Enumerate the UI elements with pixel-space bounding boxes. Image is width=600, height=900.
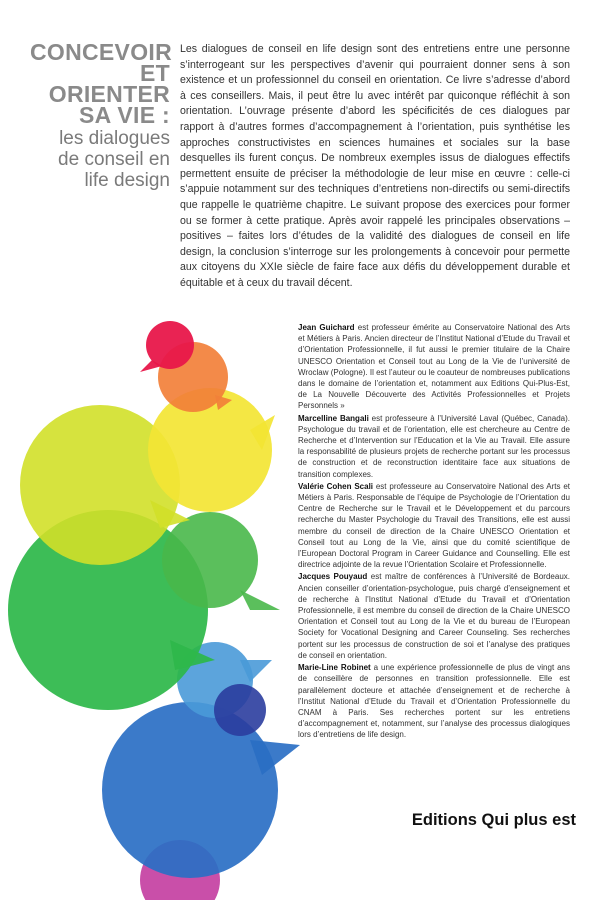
book-summary: Les dialogues de conseil en life design sont des entretiens entre une personne s’interrogeant sur les perspectives d’avenir qui pourraient donner sens à son existence et un professionnel du conseil en orientation. Ce livre s’adresse d’abord à ces conseillers. Mais, il peut être lu avec intérêt par quiconque réfléchit à son orientation. L’ouvrage présente d’abord les spécificités de ces dialogues par rapport à d’autres formes d’accompagnement à l’orientation, puis synthétise les approches constructivistes en sciences humaines et sociales sur la base desquelles ils furent conçus. De nombreux exemples issus de dialogues effectifs permettent ensuite de préciser la méthodologie de leur mise en œuvre : celle-ci s’appuie notamment sur des techniques d’entretiens non-directifs ou semi-directifs que rappelle le quatrième chapitre. Le suivant propose des exercices pour former ou se former à cette pratique. Après avoir rappelé les principales observations – positives – faites lors d’études de la validité des dialogues de conseil en life design, la conclusion s’interroge sur les prolongements à concevoir pour permette aux citoyens du XXIe siècle de faire face aux défis du développement durable et équitable et à ceux du travail décent. xyxy=(180,43,570,289)
author-name: Valérie Cohen Scali xyxy=(298,481,374,491)
title-line: ET xyxy=(140,60,170,86)
author-description: est professeure à l’Université Laval (Québec, Canada). Psychologue du travail et de l’orientation, elle est chercheure au Centre de Recherche et d’Intervention sur l’Education et la Vie au Travail. Elle assure la responsabilité de plusieurs projets de recherche portant sur les processus de construction et de reconstruction identitaire face aux situations de transition complexes. xyxy=(298,413,570,479)
author-bio xyxy=(298,571,570,661)
author-bio xyxy=(298,322,570,412)
author-description: est professeure au Conservatoire National des Arts et Métiers à Paris. Responsable de l’équipe de Psychologie de l’Orientation du Centre de Recherche sur le Travail et le Développement et du parcours recherche du Master Psychologie du Travail des Transitions, elle est aussi membre du conseil de direction de la Chaire UNESCO Orientation et Conseil tout au Long de la Vie, ainsi que du comité scientifique de l’European Doctoral Program in Career Guidance and Counselling. Elle est directrice adjointe de la revue l’Orientation Scolaire et Professionnelle. xyxy=(298,481,570,570)
author-bio xyxy=(298,662,570,740)
author-name: Jacques Pouyaud xyxy=(298,572,368,582)
title-line: ORIENTER xyxy=(48,81,170,107)
author-bio xyxy=(298,413,570,480)
bubble-navy xyxy=(214,684,266,736)
author-description: a une expérience professionnelle de plus de vingt ans de conseillère de personnes en transition professionnelle. Elle est parallèlement docteure et attachée d’enseignement et de recherche à l’Institut National d’Etude du Travail et d’Orientation Professionnelle du CNAM à Paris. Ses recherches portent sur les entretiens d’accompagnement et, notamment, sur l’analyse des processus dialogiques lors d’entretiens de life design. xyxy=(298,663,570,740)
subtitle-line: de conseil en xyxy=(58,149,170,170)
author-name: Marcelline Bangali xyxy=(298,413,369,423)
bubble-blue-large xyxy=(102,702,300,878)
author-bio xyxy=(298,481,570,571)
publisher-name: Editions Qui plus est xyxy=(411,811,576,829)
author-name: Marie-Line Robinet xyxy=(298,663,371,673)
subtitle-line: les dialogues xyxy=(59,128,170,149)
author-description: est maître de conférences à l’Université de Bordeaux. Ancien conseiller d’orientation-psychologue, puis chargé d’enseignement et de recherche à l’Institut National d’Etude du Travail et d’Orientation Professionnelle, il est membre du conseil de direction de la Chaire UNESCO Orientation et Conseil tout au Long de la Vie et du bureau de l’European Society for Vocational Designing and Career Counseling. Ses recherches portent sur les processus de construction de soi et l’analyse des pratiques de conseil en orientation. xyxy=(298,572,570,660)
author-bios xyxy=(298,322,570,742)
title-line: SA VIE : xyxy=(78,102,170,128)
title-line: CONCEVOIR xyxy=(30,39,172,65)
title-main xyxy=(30,39,172,128)
book-title xyxy=(30,39,172,191)
subtitle xyxy=(30,128,170,191)
author-description: est professeur émérite au Conservatoire National des Arts et Métiers à Paris. Ancien directeur de l’Institut National d’Etude du Travail et d’Orientation Professionnelle, il fut aussi le premier titulaire de la Chaire UNESCO Orientation et Conseil tout au Long de la Vie de l’université de Wroclaw (Pologne). Il est l’auteur ou le coauteur de nombreuses publications dans le domaine de l’orientation et, notamment aux Editions Qui-Plus-Est, de La Nouvelle Découverte des Activités Professionnelles et Projets Personnels » xyxy=(298,323,571,411)
author-name: Jean Guichard xyxy=(298,323,355,332)
subtitle-line: life design xyxy=(84,170,170,191)
bubble-green-medium xyxy=(162,512,280,610)
